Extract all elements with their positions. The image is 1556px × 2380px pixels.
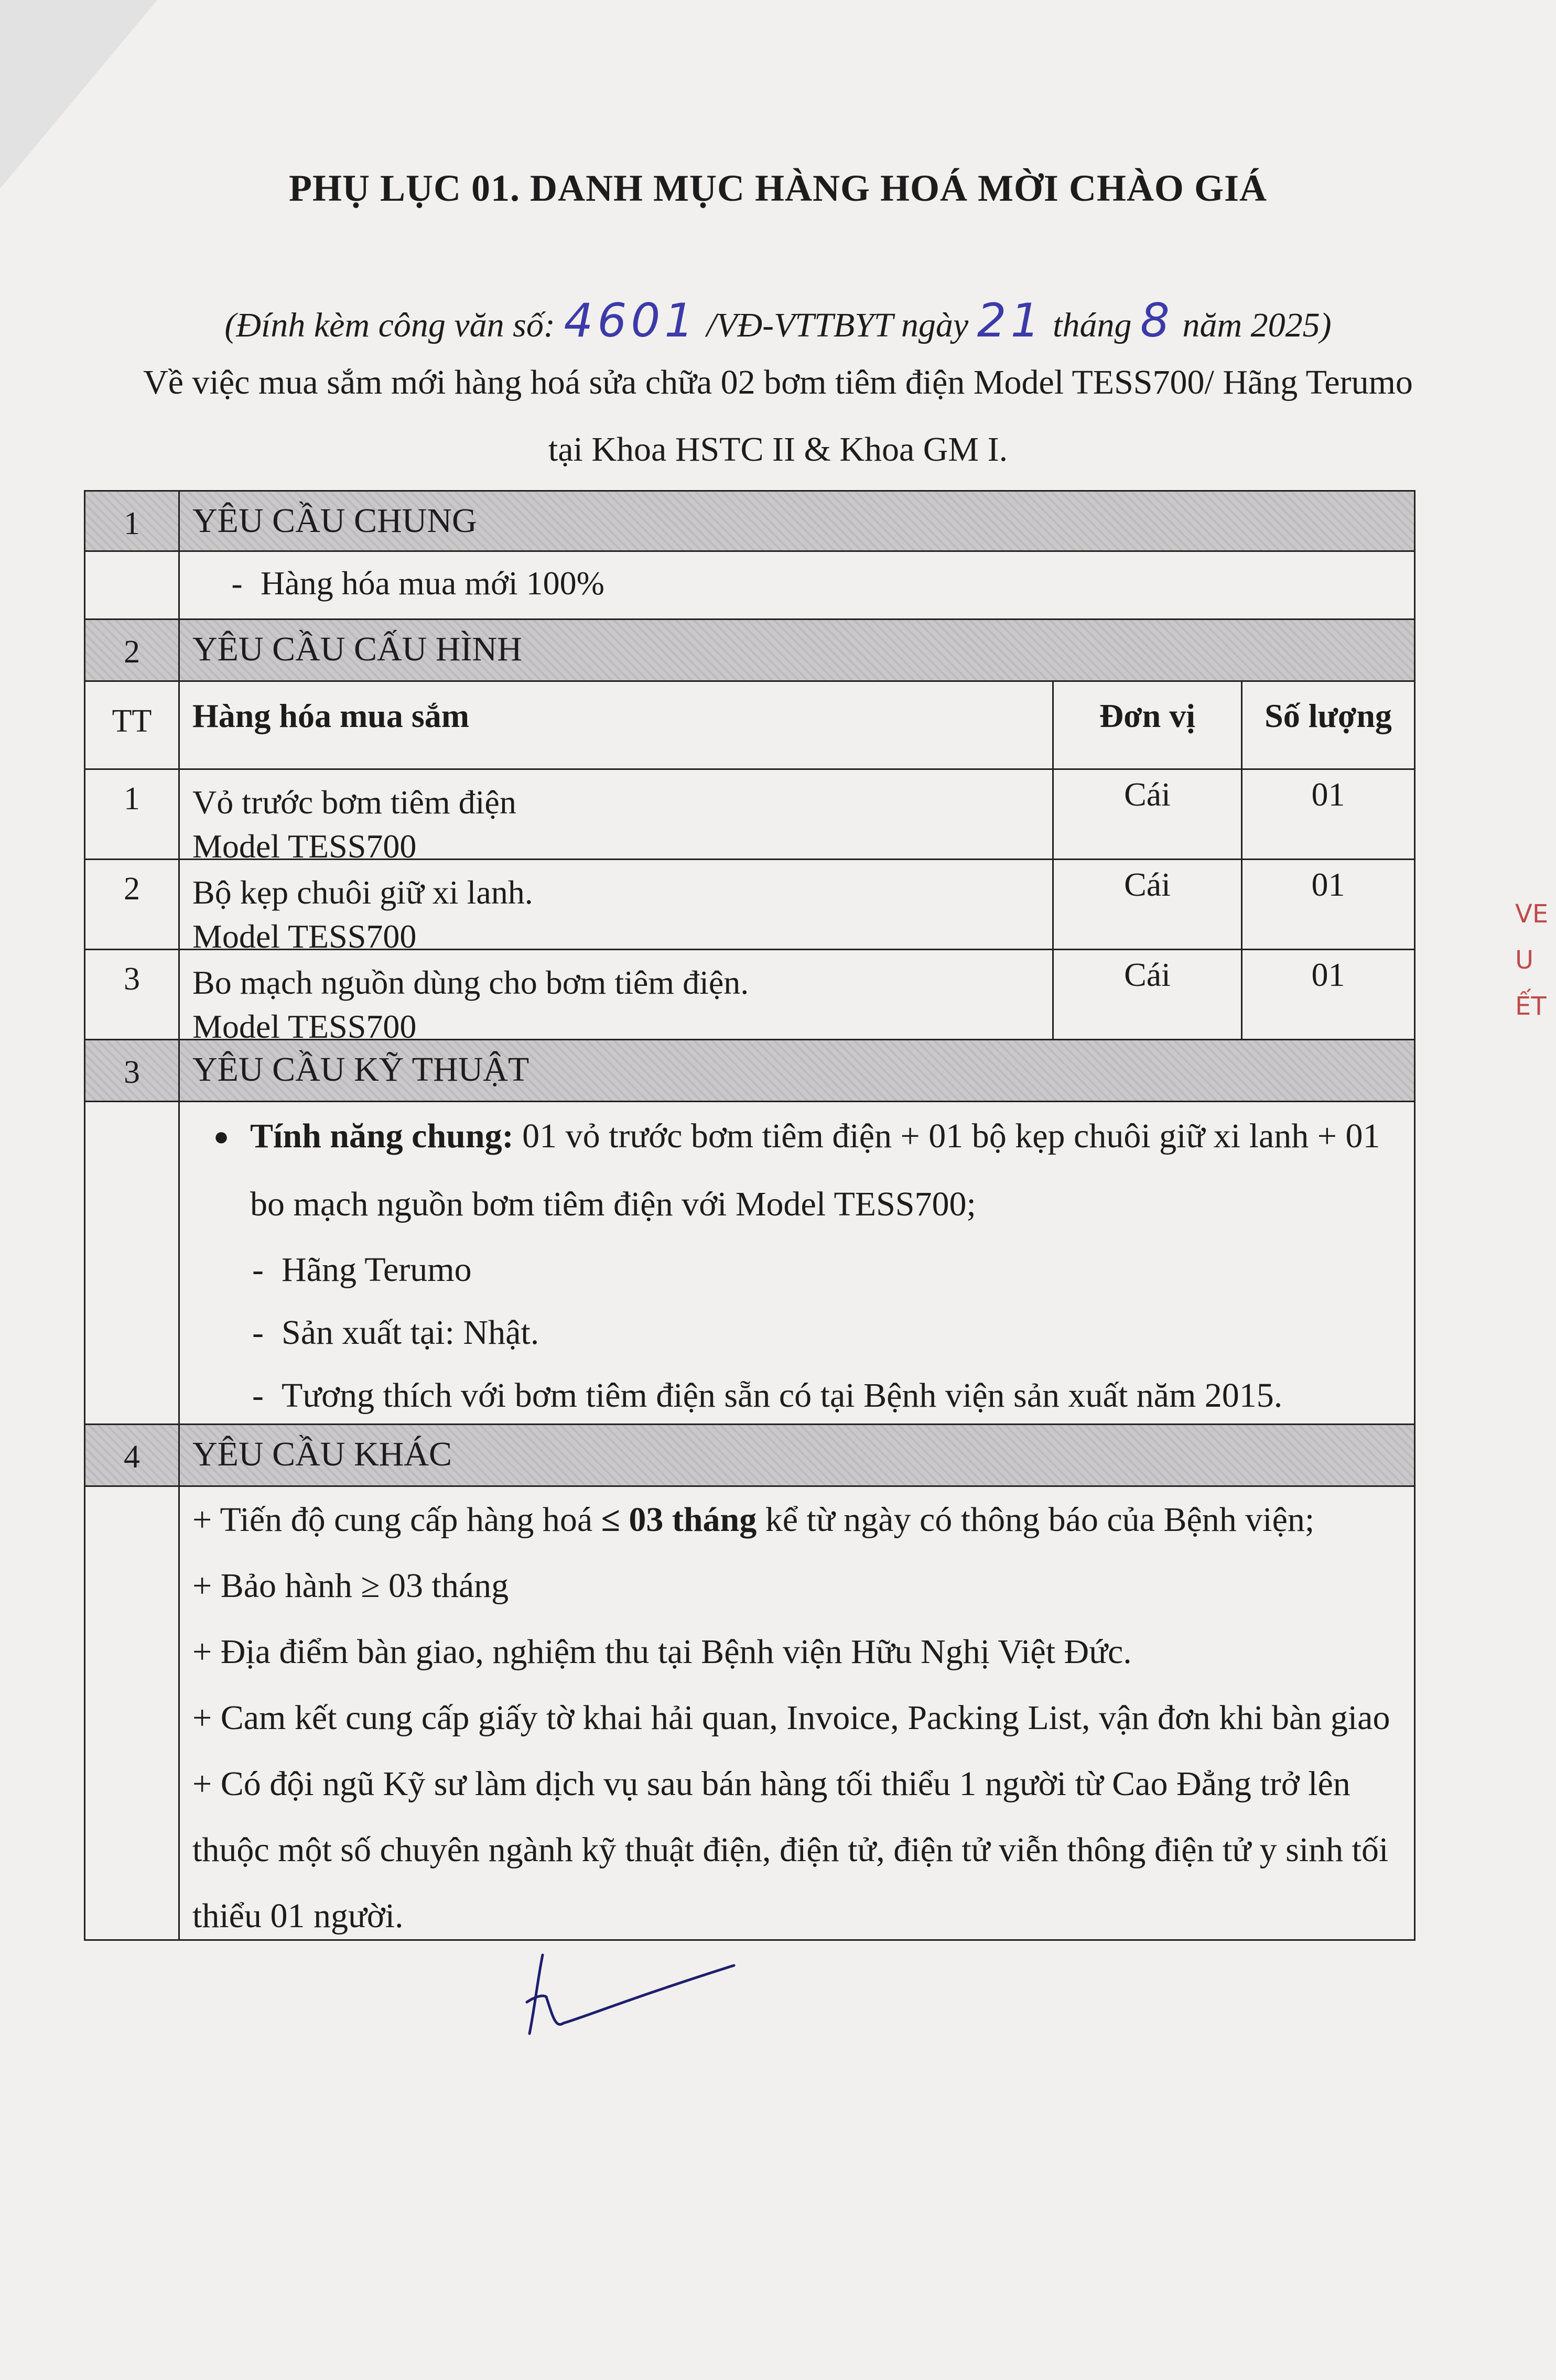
item-qty: 01 <box>1241 860 1414 949</box>
technical-content-row <box>84 1102 1415 1425</box>
section-title: YÊU CẦU CẤU HÌNH <box>192 630 522 668</box>
col-header-qty: Số lượng <box>1241 682 1414 768</box>
section-header-config <box>84 620 1415 682</box>
item-model: Model TESS700 <box>192 828 417 865</box>
table-row: 1 Vỏ trước bơm tiêm điện Model TESS700 Cái 01 <box>84 770 1415 860</box>
col-header-unit: Đơn vị <box>1052 682 1241 768</box>
feature-text: 01 vỏ trước bơm tiêm điện + 01 bộ kẹp chuôi giữ xi lanh + 01 bo mạch nguồn bơm tiêm điện với Model TESS700; <box>250 1117 1380 1223</box>
day-handwritten: 21 <box>977 294 1044 347</box>
list-item: - Hàng hóa mua mới 100% <box>231 564 604 602</box>
requirement-line: + Có đội ngũ Kỹ sư làm dịch vụ sau bán hàng tối thiểu 1 người từ Cao Đẳng trở lên thuộc một số chuyên ngành kỹ thuật điện, điện tử, điện tử viễn thông điện tử y sinh tối thiểu 01 người. <box>192 1765 1389 1935</box>
margin-stamp-marks: VE U ẾT <box>1515 899 1549 1021</box>
attachment-reference <box>0 294 1556 347</box>
item-unit: Cái <box>1052 950 1241 1039</box>
other-content-row <box>84 1487 1415 1941</box>
bullet-dot-icon: ● <box>213 1122 230 1151</box>
config-column-headers <box>84 682 1415 770</box>
item-name: Vỏ trước bơm tiêm điện <box>192 784 516 821</box>
section-title: YÊU CẦU KHÁC <box>192 1435 452 1473</box>
handwritten-signature <box>514 1944 744 2049</box>
item-name: Bo mạch nguồn dùng cho bơm tiêm điện. <box>192 964 749 1001</box>
section-number: 1 <box>85 492 180 550</box>
subject-line-2: tại Khoa HSTC II & Khoa GM I. <box>548 430 1008 469</box>
item-model: Model TESS700 <box>192 918 417 955</box>
page-title: PHỤ LỤC 01. DANH MỤC HÀNG HOÁ MỜI CHÀO GIÁ <box>289 167 1267 209</box>
section-number: 3 <box>85 1040 180 1101</box>
item-name: Bộ kẹp chuôi giữ xi lanh. <box>192 874 533 911</box>
attach-prefix: (Đính kèm công văn số: <box>224 306 555 344</box>
section-header-technical <box>84 1040 1415 1102</box>
section-number: 4 <box>85 1425 180 1485</box>
doc-code: /VĐ-VTTBYT ngày <box>706 306 969 344</box>
requirement-line: + Địa điểm bàn giao, nghiệm thu tại Bệnh viện Hữu Nghị Việt Đức. <box>192 1633 1132 1671</box>
item-unit: Cái <box>1052 860 1241 949</box>
list-item: - Sản xuất tại: Nhật. <box>252 1313 539 1352</box>
subject-line-1: Về việc mua sắm mới hàng hoá sửa chữa 02 bơm tiêm điện Model TESS700/ Hãng Terumo <box>143 363 1413 401</box>
item-unit: Cái <box>1052 770 1241 858</box>
section-number: 2 <box>85 620 180 680</box>
requirement-line: + Cam kết cung cấp giấy tờ khai hải quan, Invoice, Packing List, vận đơn khi bàn giao <box>192 1699 1390 1737</box>
section-title: YÊU CẦU CHUNG <box>192 502 477 540</box>
section-header-general <box>84 490 1415 552</box>
list-item: - Hãng Terumo <box>252 1251 472 1289</box>
item-qty: 01 <box>1241 770 1414 858</box>
requirements-table <box>84 490 1415 1941</box>
general-content-row <box>84 552 1415 620</box>
page-corner-fold <box>0 0 157 189</box>
section-title: YÊU CẦU KỸ THUẬT <box>192 1050 530 1089</box>
year-part: năm 2025) <box>1182 306 1332 344</box>
col-header-name: Hàng hóa mua sắm <box>192 697 470 734</box>
requirement-line: + Bảo hành ≥ 03 tháng <box>192 1567 509 1605</box>
item-qty: 01 <box>1241 950 1414 1039</box>
feature-label: Tính năng chung: <box>250 1117 514 1155</box>
month-label: tháng <box>1053 306 1132 344</box>
item-model: Model TESS700 <box>192 1008 417 1045</box>
section-header-other <box>84 1425 1415 1487</box>
month-handwritten: 8 <box>1140 294 1174 347</box>
col-header-tt: TT <box>85 682 180 768</box>
feature-bullet <box>192 1102 1401 1238</box>
table-row: 2 Bộ kẹp chuôi giữ xi lanh. Model TESS700 Cái 01 <box>84 860 1415 950</box>
table-row: 3 Bo mạch nguồn dùng cho bơm tiêm điện. Model TESS700 Cái 01 <box>84 950 1415 1040</box>
doc-number-handwritten: 4601 <box>564 294 698 347</box>
list-item: - Tương thích với bơm tiêm điện sẵn có tại Bệnh viện sản xuất năm 2015. <box>252 1376 1283 1415</box>
requirement-line: + Tiến độ cung cấp hàng hoá ≤ 03 tháng kể từ ngày có thông báo của Bệnh viện; <box>192 1501 1315 1539</box>
